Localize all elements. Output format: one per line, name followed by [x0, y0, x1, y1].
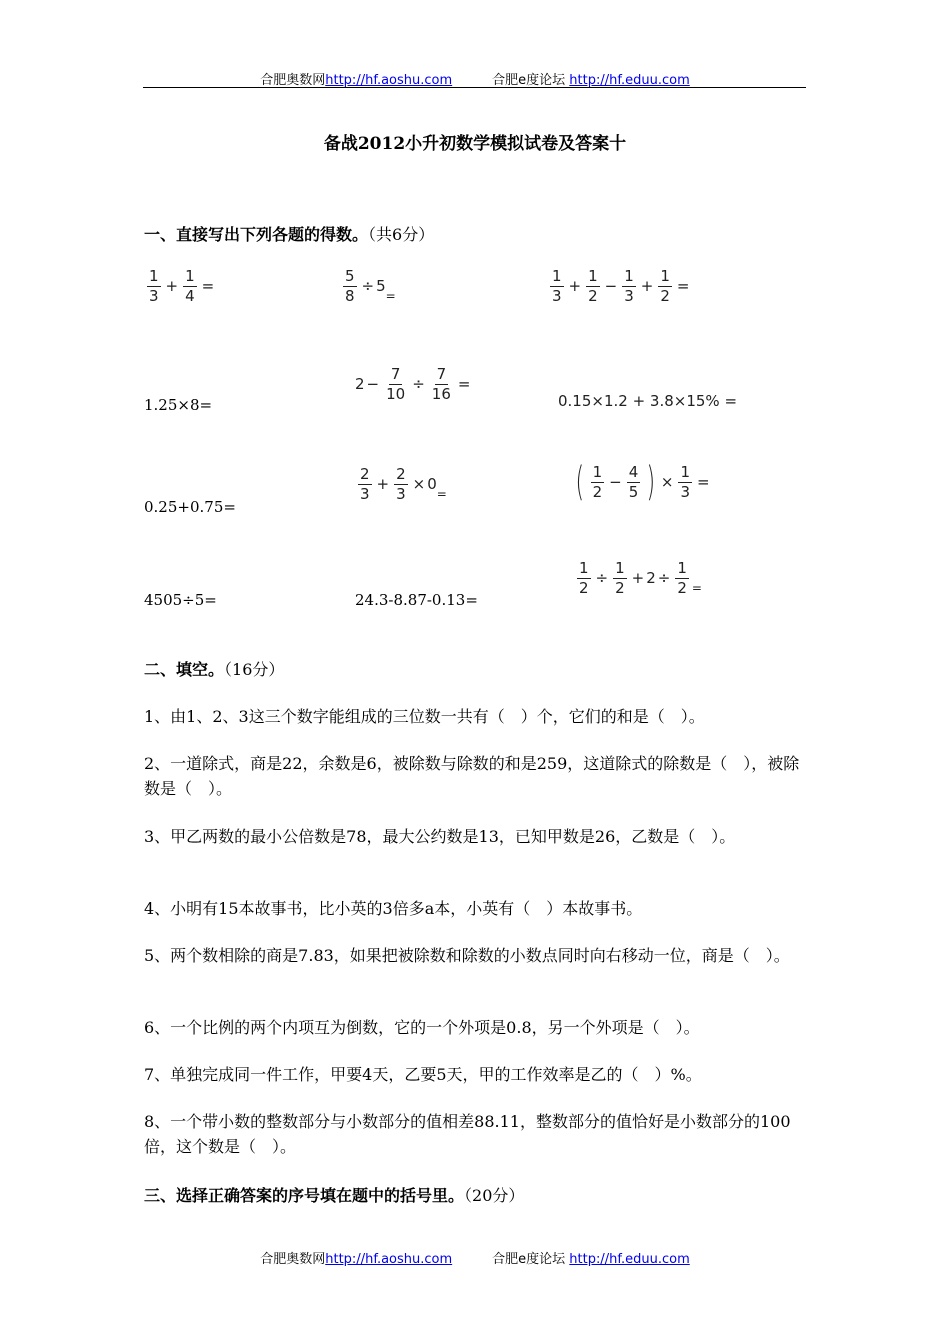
page-title: 备战2012小升初数学模拟试卷及答案十: [323, 134, 627, 154]
question-1: 1、由1、2、3这三个数字能组成的三位数一共有（ ）个，它们的和是（ ）。: [144, 707, 705, 726]
expr-r1-b: $\frac{5}{8}$ ÷ 5 =: [345, 267, 396, 305]
header-rule: [143, 87, 806, 88]
expr-r4-b: 24.3-8.87-0.13=: [355, 591, 478, 609]
question-7: 7、单独完成同一件工作，甲要4天，乙要5天，甲的工作效率是乙的（ ）%。: [144, 1065, 702, 1084]
question-3: 3、甲乙两数的最小公倍数是78，最大公约数是13，已知甲数是26，乙数是（ ）。: [144, 827, 736, 846]
expr-r3-a: 0.25+0.75=: [144, 498, 236, 516]
footer-site2-link[interactable]: http://hf.eduu.com: [569, 1252, 690, 1267]
question-8: 8、一个带小数的整数部分与小数部分的值相差88.11，整数部分的值恰好是小数部分的100倍，这个数是（ ）。: [144, 1112, 791, 1156]
expr-r1-a: $\frac{1}{3}$ + $\frac{1}{4}$ =: [149, 267, 215, 305]
site1-name: 合肥奥数网: [260, 73, 326, 88]
site1-link[interactable]: http://hf.aoshu.com: [325, 73, 453, 88]
question-6: 6、一个比例的两个内项互为倒数，它的一个外项是0.8，另一个外项是（ ）。: [144, 1018, 700, 1037]
expr-r4-c: $\frac{1}{2}$ ÷ $\frac{1}{2}$ + 2 ÷ $\frac{1}{2}$ =: [579, 559, 702, 597]
section2-heading: 二、填空。（16分）: [144, 660, 285, 679]
section1-heading: 一、直接写出下列各题的得数。（共6分）: [144, 225, 435, 244]
site2-name: 合肥e度论坛: [492, 73, 566, 88]
page-footer: [0, 1248, 950, 1267]
footer-site1-name: 合肥奥数网: [260, 1252, 326, 1267]
footer-site1-link[interactable]: http://hf.aoshu.com: [325, 1252, 453, 1267]
question-4: 4、小明有15本故事书，比小英的3倍多a本，小英有（ ）本故事书。: [144, 899, 643, 918]
site2-link[interactable]: http://hf.eduu.com: [569, 73, 690, 88]
question-5: 5、两个数相除的商是7.83，如果把被除数和除数的小数点同时向右移动一位，商是（ ）。: [144, 946, 790, 965]
question-2: 2、一道除式，商是22，余数是6，被除数与除数的和是259，这道除式的除数是（ ），被除数是（ ）。: [144, 754, 800, 798]
expr-r3-b: $\frac{2}{3}$ + $\frac{2}{3}$ × 0 =: [360, 465, 447, 503]
footer-site2-name: 合肥e度论坛: [492, 1252, 566, 1267]
expr-r4-a: 4505÷5=: [144, 591, 217, 609]
expr-r3-c: ( $\frac{1}{2}$ − $\frac{4}{5}$ ) × $\frac{1}{3}$ =: [575, 459, 710, 505]
expr-r2-c: 0.15×1.2 + 3.8×15% =: [558, 392, 738, 410]
page-header: [0, 69, 950, 88]
expr-r1-c: $\frac{1}{3}$ + $\frac{1}{2}$ − $\frac{1}{3}$ + $\frac{1}{2}$ =: [552, 267, 690, 305]
section3-heading: 三、选择正确答案的序号填在题中的括号里。（20分）: [144, 1186, 525, 1205]
expr-r2-b: 2 − $\frac{7}{10}$ ÷ $\frac{7}{16}$ =: [355, 365, 471, 403]
expr-r2-a: 1.25×8=: [144, 396, 213, 414]
